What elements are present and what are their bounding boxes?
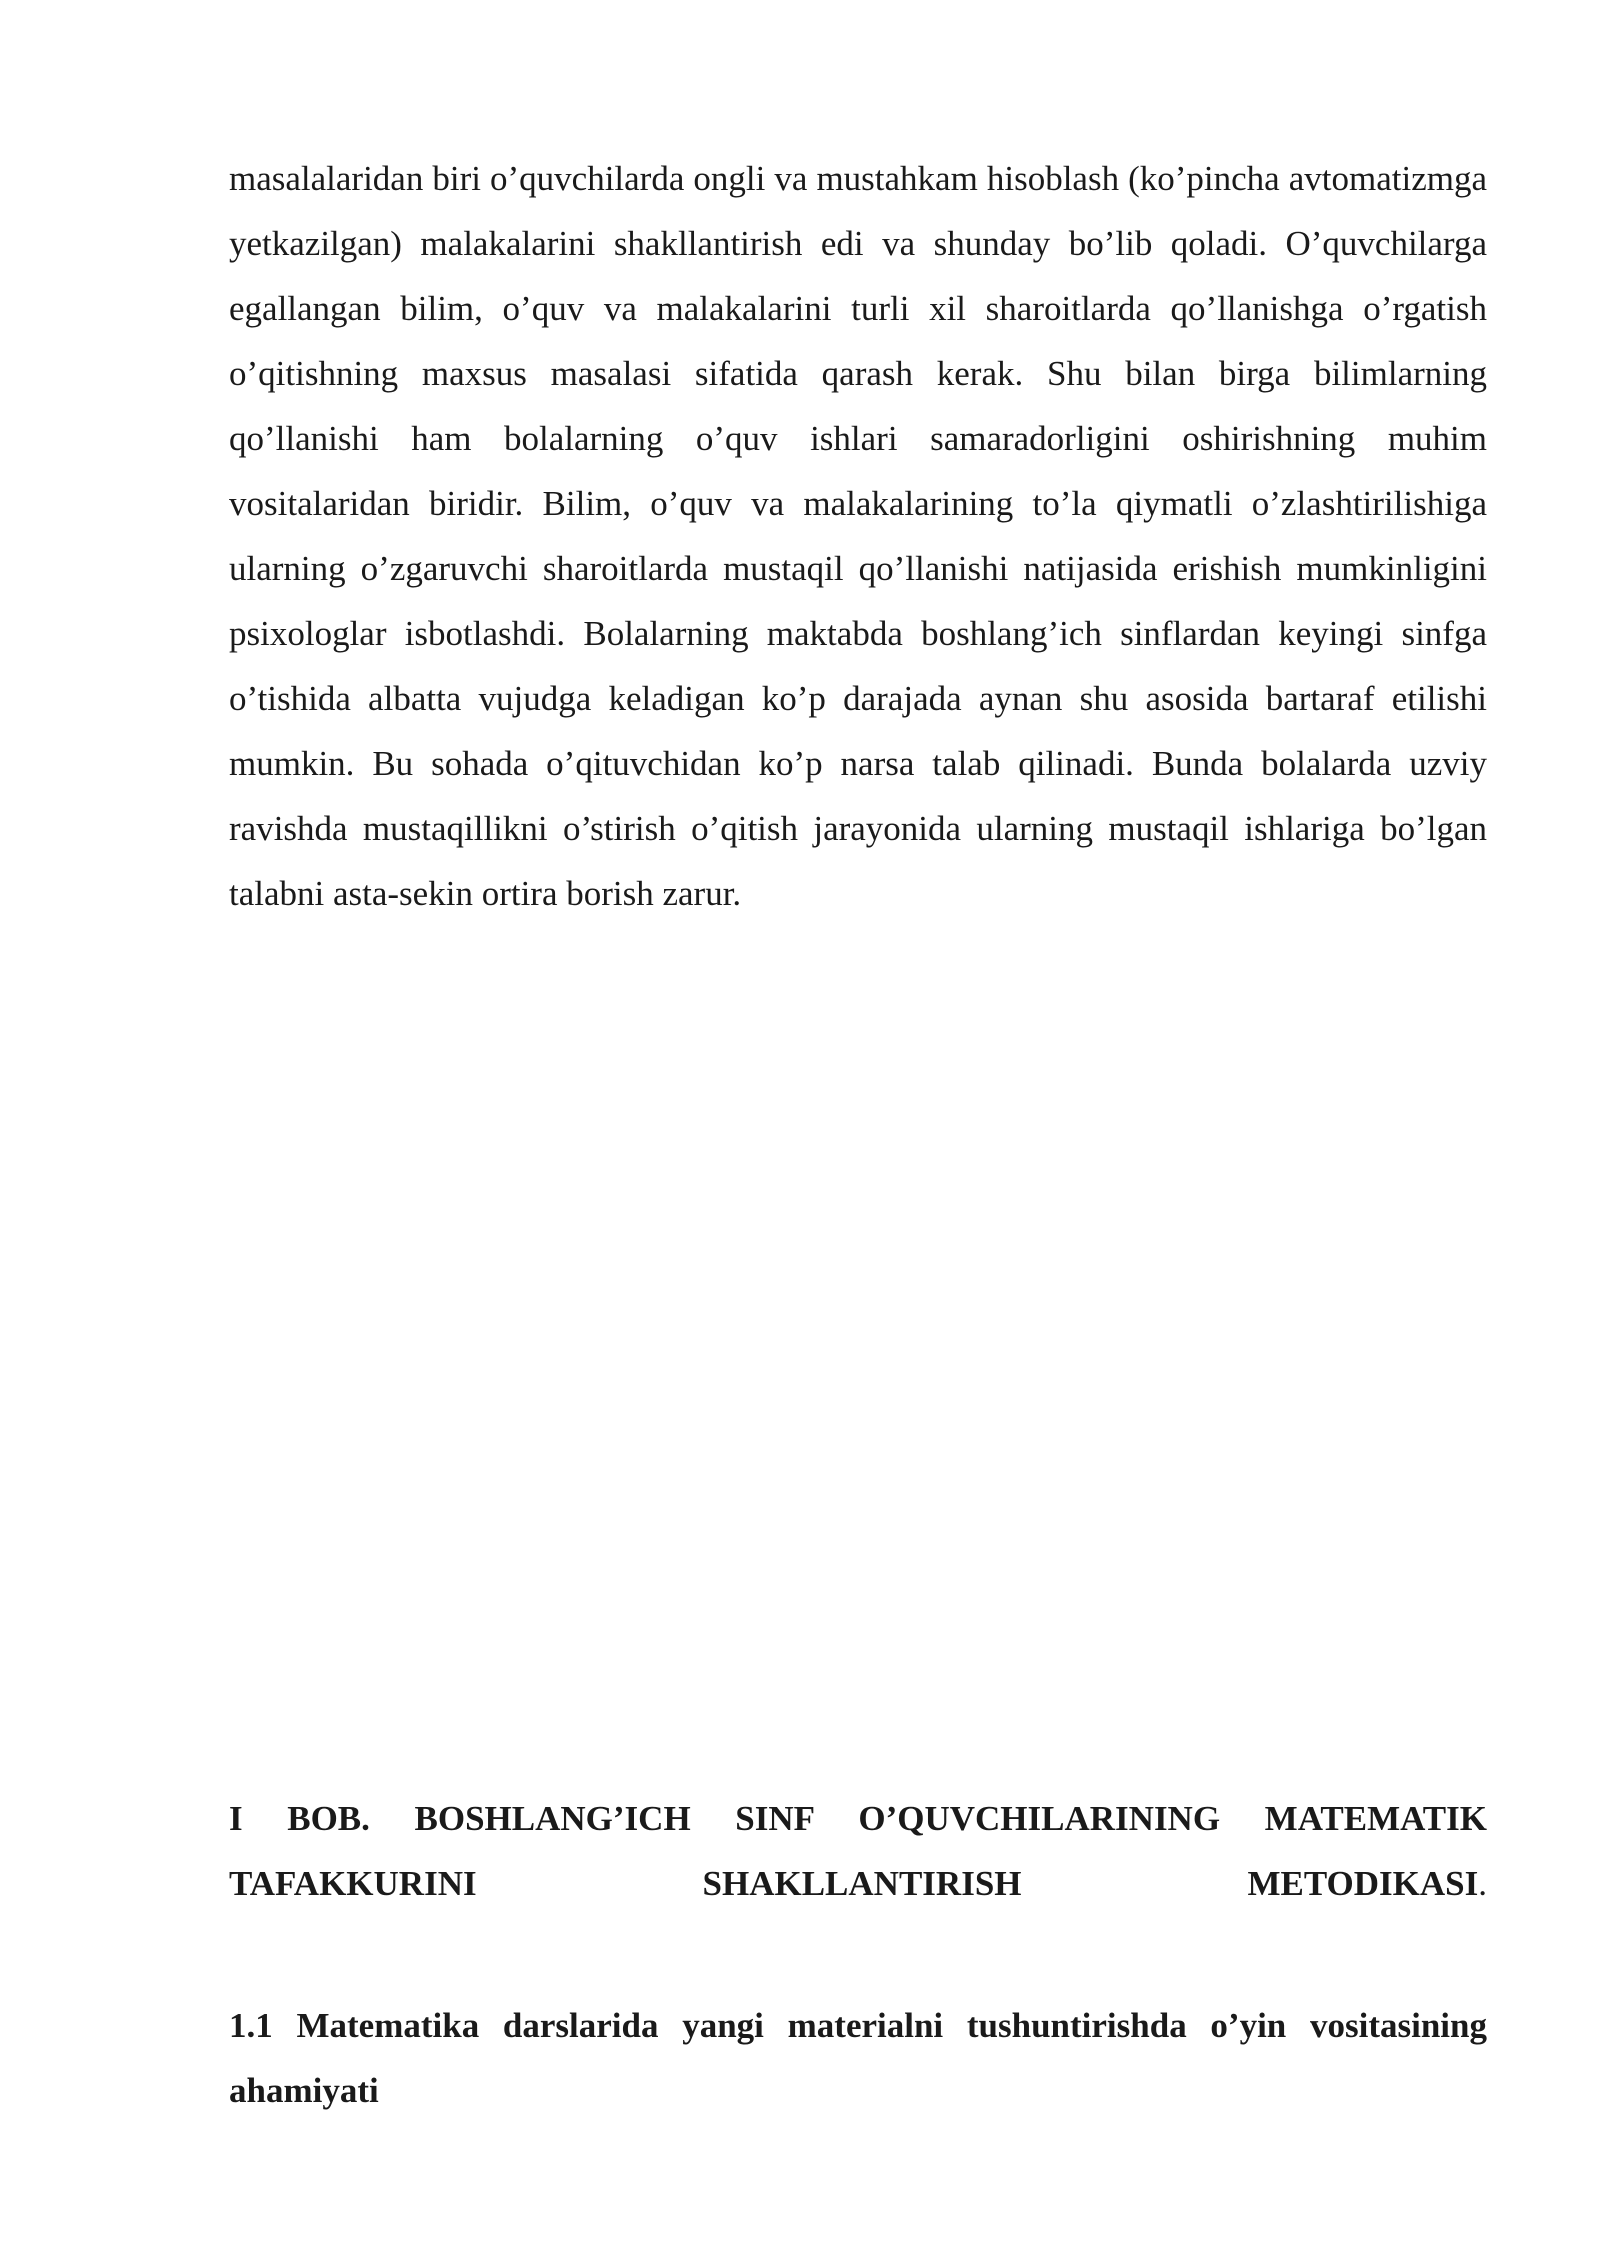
chapter-heading [229, 1786, 1487, 1916]
body-paragraph: masalalaridan biri o’quvchilarda ongli va mustahkam hisoblash (ko’pincha avtomatizmga yetkazilgan) malakalarini shakllantirish edi va shunday bo’lib qoladi. O’quvchilarga egallangan bilim, o’quv va malakalarini turli xil sharoitlarda qo’llanishga o’rgatish o’qitishning maxsus masalasi sifatida qarash kerak. Shu bilan birga bilimlarning qo’llanishi ham bolalarning o’quv ishlari samaradorligini oshirishning muhim vositalaridan biridir. Bilim, o’quv va malakalarining to’la qiymatli o’zlashtirilishiga ularning o’zgaruvchi sharoitlarda mustaqil qo’llanishi natijasida erishish mumkinligini psixologlar isbotlashdi. Bolalarning maktabda boshlang’ich sinflardan keyingi sinfga o’tishida albatta vujudga keladigan ko’p darajada aynan shu asosida bartaraf etilishi mumkin. Bu sohada o’qituvchidan ko’p narsa talab qilinadi. Bunda bolalarda uzviy ravishda mustaqillikni o’stirish o’qitish jarayonida ularning mustaqil ishlariga bo’lgan talabni asta-sekin ortira borish zarur. [229, 159, 1487, 913]
chapter-heading-text: I BOB. BOSHLANG’ICH SINF O’QUVCHILARINING MATEMATIK TAFAKKURINI SHAKLLANTIRISH METODIKASI [229, 1799, 1487, 1903]
section-heading: 1.1 Matematika darslarida yangi materialni tushuntirishda o’yin vositasining ahamiyati [229, 2006, 1487, 2110]
chapter-heading-period: . [1478, 1864, 1487, 1903]
